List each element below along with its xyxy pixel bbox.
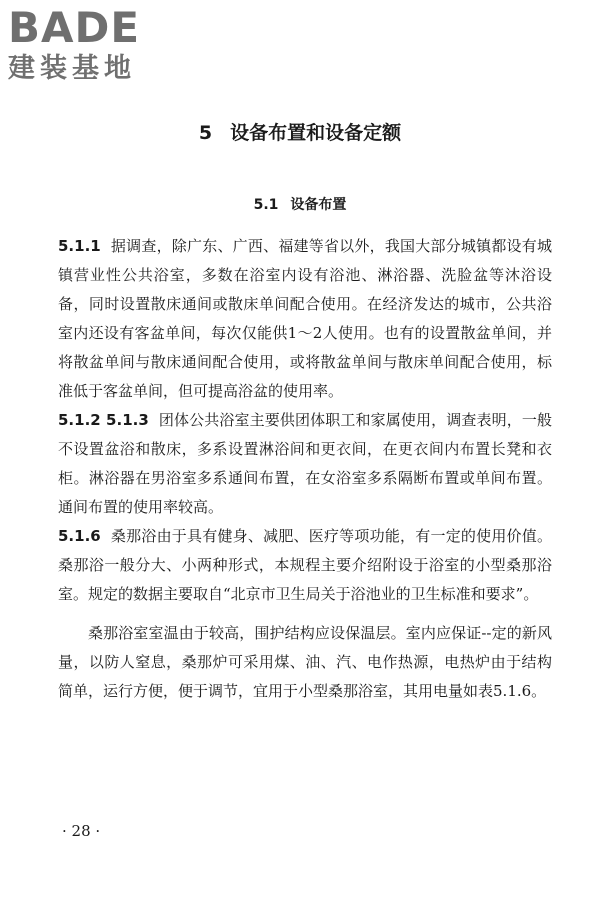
- paragraph-text: 桑那浴由于具有健身、减肥、医疗等项功能，有一定的使用价值。桑那浴一般分大、小两种形式，本规程主要介绍附设于浴室的小型桑那浴室。规定的数据主要取自“北京市卫生局关于浴池业的卫生标准和要求”。: [58, 527, 552, 603]
- body-text: [58, 232, 552, 706]
- logo-wordmark: BADE: [8, 3, 141, 52]
- section-title-text: 设备布置: [290, 197, 347, 213]
- logo-subtitle: 建装基地: [8, 53, 136, 84]
- logo: [8, 3, 178, 84]
- section-title: [0, 194, 600, 214]
- paragraph-sauna-room: [58, 619, 552, 706]
- paragraph-5-1-1: [58, 232, 552, 406]
- paragraph-text: 团体公共浴室主要供团体职工和家属使用，调查表明，一般不设置盆浴和散床，多系设置淋浴间和更衣间，在更衣间内布置长凳和衣柜。淋浴器在男浴室多系通间布置，在女浴室多系隔断布置或单间布置。通间布置的使用率较高。: [58, 411, 552, 516]
- paragraph-5-1-6: [58, 522, 552, 609]
- clause-number: 5.1.6: [58, 527, 101, 545]
- paragraph-text: 桑那浴室室温由于较高，围护结构应设保温层。室内应保证--定的新风量，以防人窒息，桑那炉可采用煤、油、汽、电作热源，电热炉由于结构简单，运行方便，便于调节，宜用于小型桑那浴室，其用电量如表5.1.6。: [58, 624, 552, 700]
- section-number: 5.1: [253, 197, 279, 213]
- paragraph-text: 据调查，除广东、广西、福建等省以外，我国大部分城镇都设有城镇营业性公共浴室，多数在浴室内设有浴池、淋浴器、洗脸盆等沐浴设备，同时设置散床通间或散床单间配合使用。在经济发达的城市，公共浴室内还设有客盆单间，每次仅能供1～2人使用。也有的设置散盆单间，并将散盆单间与散床通间配合使用，或将散盆单间与散床单间配合使用，标准低于客盆单间，但可提高浴盆的使用率。: [58, 237, 552, 400]
- chapter-title-text: 设备布置和设备定额: [230, 122, 402, 144]
- clause-number: 5.1.1: [58, 237, 101, 255]
- paragraph-5-1-2: [58, 406, 552, 522]
- chapter-title: [0, 118, 600, 145]
- clause-number: 5.1.2 5.1.3: [58, 411, 149, 429]
- chapter-number: 5: [198, 122, 213, 144]
- page-number: · 28 ·: [62, 822, 101, 840]
